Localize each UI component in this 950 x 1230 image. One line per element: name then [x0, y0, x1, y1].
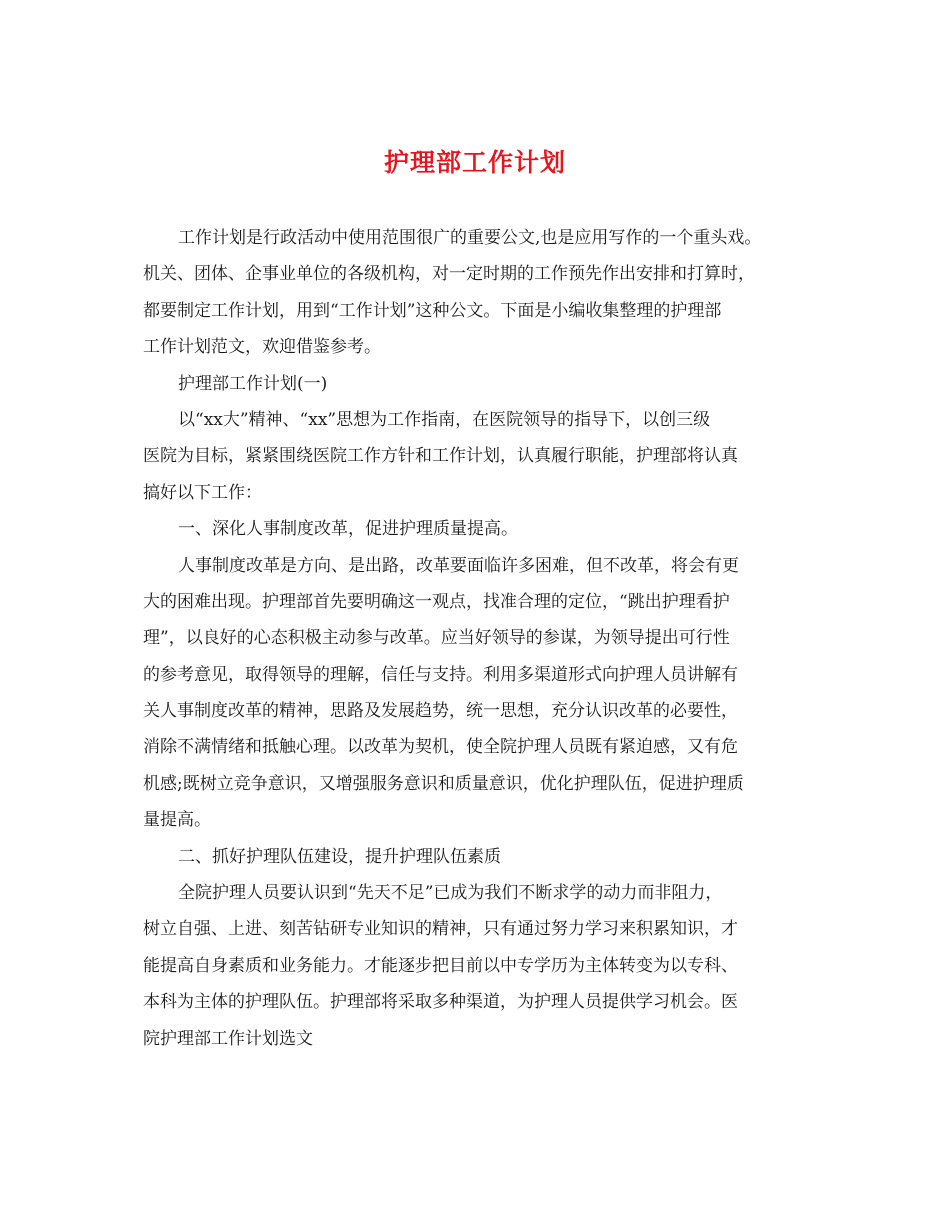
text-line: 大的困难出现。护理部首先要明确这一观点，找准合理的定位，“跳出护理看护: [143, 591, 730, 612]
text-line: 全院护理人员要认识到“先天不足”已成为我们不断求学的动力而非阻力，: [178, 883, 723, 904]
text-line: 理”，以良好的心态积极主动参与改革。应当好领导的参谋，为领导提出可行性: [143, 628, 730, 649]
text-line: 护理部工作计划(一): [178, 373, 328, 394]
text-line: 一、深化人事制度改革，促进护理质量提高。: [178, 519, 518, 540]
text-line: 的参考意见，取得领导的理解，信任与支持。利用多渠道形式向护理人员讲解有: [143, 664, 738, 685]
text-line: 二、抓好护理队伍建设，提升护理队伍素质: [178, 846, 501, 867]
text-line: 院护理部工作计划选文: [143, 1028, 313, 1049]
text-line: 人事制度改革是方向、是出路，改革要面临许多困难，但不改革，将会有更: [178, 555, 739, 576]
text-line: 都要制定工作计划，用到“工作计划”这种公文。下面是小编收集整理的护理部: [143, 300, 722, 321]
text-line: 工作计划范文，欢迎借鉴参考。: [143, 337, 381, 358]
text-line: 树立自强、上进、刻苦钻研专业知识的精神，只有通过努力学习来积累知识，才: [143, 919, 738, 940]
text-line: 以“xx大”精神、“xx”思想为工作指南，在医院领导的指导下，以创三级: [178, 409, 711, 430]
document-body: [143, 220, 813, 1057]
text-line: 搞好以下工作：: [143, 482, 262, 503]
text-line: 工作计划是行政活动中使用范围很广的重要公文,也是应用写作的一个重头戏。: [178, 228, 762, 248]
text-line: 机关、团体、企事业单位的各级机构，对一定时期的工作预先作出安排和打算时，: [143, 264, 755, 285]
text-line: 机感;既树立竞争意识，又增强服务意识和质量意识，优化护理队伍，促进护理质: [143, 773, 744, 794]
text-line: 量提高。: [143, 810, 211, 831]
text-line: 医院为目标，紧紧围绕医院工作方针和工作计划，认真履行职能，护理部将认真: [143, 446, 738, 467]
text-line: 消除不满情绪和抵触心理。以改革为契机，使全院护理人员既有紧迫感，又有危: [143, 737, 738, 758]
text-line: 能提高自身素质和业务能力。才能逐步把目前以中专学历为主体转变为以专科、: [143, 955, 738, 976]
page-title: 护理部工作计划: [383, 148, 566, 177]
text-line: 关人事制度改革的精神，思路及发展趋势，统一思想，充分认识改革的必要性，: [143, 701, 738, 722]
text-line: 本科为主体的护理队伍。护理部将采取多种渠道，为护理人员提供学习机会。医: [143, 992, 738, 1013]
